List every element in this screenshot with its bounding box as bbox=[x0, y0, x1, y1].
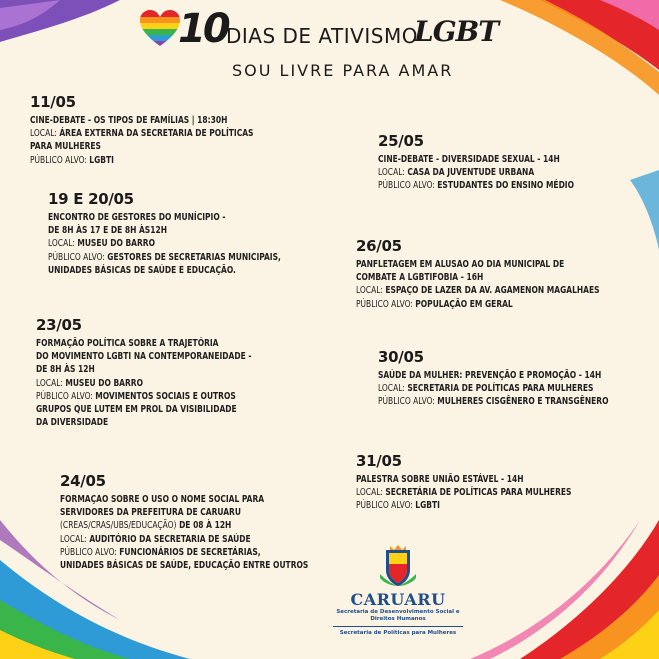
city-name: CARUARU bbox=[350, 590, 446, 609]
event-publico-cont: DA DIVERSIDADE bbox=[36, 417, 109, 429]
event-card bbox=[48, 190, 313, 277]
secretariat-social: Secretaria de Desenvolvimento Social e Direitos Humanos bbox=[336, 609, 460, 622]
event-title: CINE-DEBATE - OS TIPOS DE FAMÍLIAS | 18:30H bbox=[30, 115, 228, 126]
event-publico: PÚBLICO ALVO: LGBTI bbox=[30, 154, 114, 166]
event-title: PALESTRA SOBRE UNIÃO ESTÁVEL - 14H bbox=[356, 474, 524, 485]
event-title: FORMAÇÃO SOBRE O USO O NOME SOCIAL PARA bbox=[60, 494, 265, 505]
ten-number: 10 bbox=[178, 6, 228, 52]
event-publico: PÚBLICO ALVO: POPULAÇÃO EM GERAL bbox=[356, 298, 513, 310]
event-card bbox=[356, 237, 633, 311]
event-date: 31/05 bbox=[356, 452, 402, 470]
event-title: CINE-DEBATE - DIVERSIDADE SEXUAL - 14H bbox=[378, 154, 560, 165]
event-local-cont: PARA MULHERES bbox=[30, 141, 101, 153]
event-title-cont: COMBATE A LGBTIFOBIA - 16H bbox=[356, 272, 484, 284]
event-card bbox=[36, 316, 281, 429]
event-publico: PÚBLICO ALVO: MULHERES CISGÊNERO E TRANSGÊNERO bbox=[378, 396, 609, 408]
event-title: SAÚDE DA MULHER: PREVENÇÃO E PROMOÇÃO - 14H bbox=[378, 370, 602, 381]
event-card bbox=[378, 348, 640, 409]
event-publico-cont: GRUPOS QUE LUTEM EM PROL DA VISIBILIDADE bbox=[36, 404, 237, 416]
event-local: LOCAL: MUSEU DO BARRO bbox=[48, 238, 155, 250]
rainbow-heart-icon bbox=[140, 10, 180, 48]
event-title: FORMAÇÃO POLÍTICA SOBRE A TRAJETÓRIA bbox=[36, 338, 219, 349]
event-card bbox=[60, 472, 342, 572]
event-publico: PÚBLICO ALVO: FUNCIONÁRIOS DE SECRETÁRIAS, bbox=[60, 546, 261, 558]
event-publico: PÚBLICO ALVO: GESTORES DE SECRETARIAS MUNICIPAIS, bbox=[48, 251, 281, 263]
event-title: PANFLETAGEM EM ALUSÃO AO DIA MUNICIPAL DE bbox=[356, 259, 565, 270]
event-publico-cont: UNIDADES BÁSICAS DE SAÚDE E EDUCAÇÃO. bbox=[48, 264, 236, 276]
event-card bbox=[356, 452, 601, 513]
event-date: 19 E 20/05 bbox=[48, 190, 134, 208]
event-date: 23/05 bbox=[36, 316, 82, 334]
event-card bbox=[30, 93, 284, 167]
event-date: 24/05 bbox=[60, 472, 106, 490]
event-local: LOCAL: MUSEU DO BARRO bbox=[36, 377, 143, 389]
secretariat-women: Secretaria de Políticas para Mulheres bbox=[333, 626, 463, 637]
event-title-cont: SERVIDORES DA PREFEITURA DE CARUARU bbox=[60, 507, 241, 519]
caruaru-crest-icon bbox=[380, 544, 416, 588]
event-publico: PÚBLICO ALVO: ESTUDANTES DO ENSINO MÉDIO bbox=[378, 180, 575, 192]
event-title-cont: DO MOVIMENTO LGBTI NA CONTEMPORANEIDADE - bbox=[36, 351, 252, 363]
subtitle: SOU LIVRE PARA AMAR bbox=[232, 61, 454, 80]
event-card bbox=[378, 132, 601, 193]
event-title-cont: DE 8H ÀS 12H bbox=[36, 364, 95, 376]
title-accent: LGBT bbox=[414, 15, 499, 48]
title-row bbox=[140, 8, 560, 60]
event-local: LOCAL: ESPAÇO DE LAZER DA AV. AGAMENON MAGALHÃES bbox=[356, 285, 600, 297]
event-publico-cont: UNIDADES BÁSICAS DE SAÚDE, EDUCAÇÃO ENTRE OUTROS bbox=[60, 560, 309, 572]
event-title-cont: (CREAS/CRAS/UBS/EDUCAÇÃO) DE 08 À 12H bbox=[60, 520, 232, 532]
event-local: LOCAL: SECRETARIA DE POLÍTICAS PARA MULHERES bbox=[378, 383, 594, 395]
event-date: 11/05 bbox=[30, 93, 76, 111]
page-title: DIAS DE ATIVISMO bbox=[226, 24, 418, 48]
caruaru-logo bbox=[333, 544, 463, 637]
event-date: 25/05 bbox=[378, 132, 424, 150]
event-local: LOCAL: CASA DA JUVENTUDE URBANA bbox=[378, 167, 535, 179]
event-title-cont: DE 8H ÀS 17 E DE 8H ÀS12H bbox=[48, 225, 167, 237]
event-date: 26/05 bbox=[356, 237, 402, 255]
event-publico: PÚBLICO ALVO: LGBTI bbox=[356, 500, 440, 512]
event-local: LOCAL: SECRETÁRIA DE POLÍTICAS PARA MULHERES bbox=[356, 487, 572, 499]
event-local: LOCAL: ÁREA EXTERNA DA SECRETARIA DE POLÍTICAS bbox=[30, 128, 254, 140]
event-local: LOCAL: AUDITÓRIO DA SECRETARIA DE SAÚDE bbox=[60, 533, 251, 545]
event-publico: PÚBLICO ALVO: MOVIMENTOS SOCIAIS E OUTROS bbox=[36, 390, 236, 402]
event-date: 30/05 bbox=[378, 348, 424, 366]
event-title: ENCONTRO DE GESTORES DO MUNÍCIPIO - bbox=[48, 212, 226, 223]
